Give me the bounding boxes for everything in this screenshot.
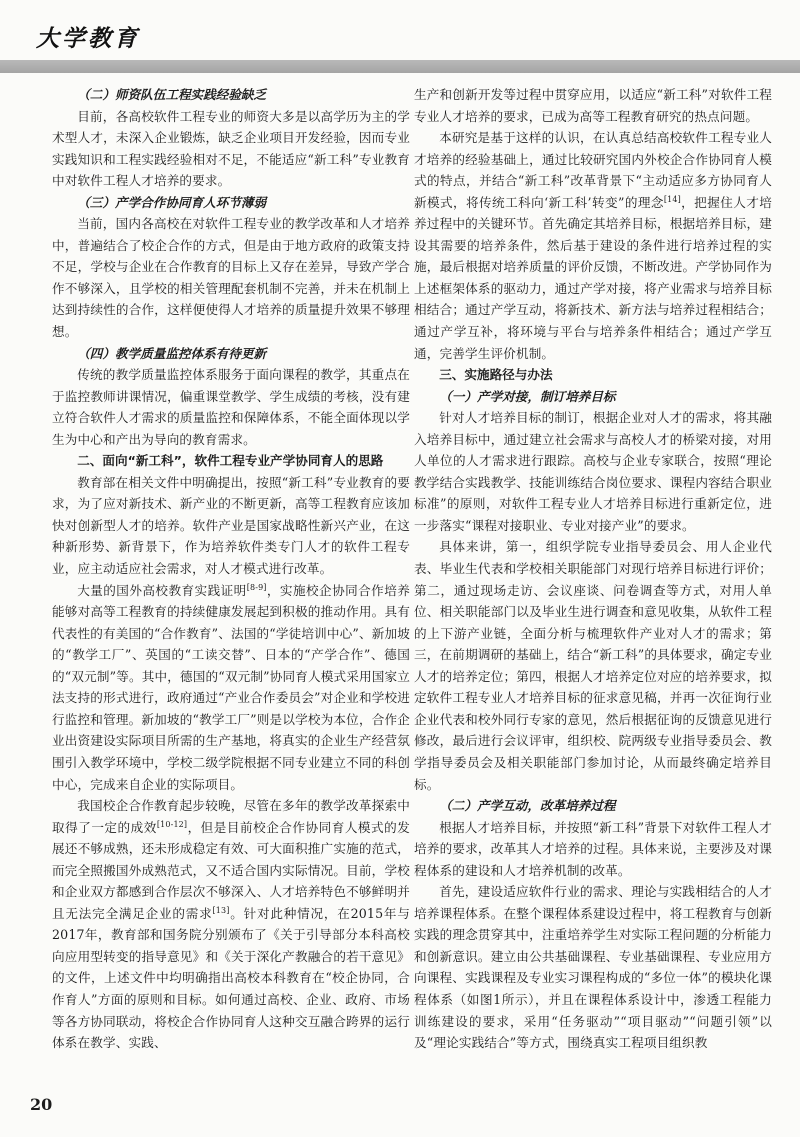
paragraph: 当前，国内各高校在对软件工程专业的教学改革和人才培养中，普遍结合了校企合作的方式，但是由于地方政府的政策支持不足，学校与企业在合作教育的目标上又存在差异，导致产学合作不够深入，且学校的相关管理配套机制不完善，并未在机制上达到持续性的合作，这样便使得人才培养的质量提升效果不够理想。 (52, 216, 410, 340)
paragraph: 针对人才培养目标的制订，根据企业对人才的需求，将其融入培养目标中，通过建立社会需求与高校人才的桥梁对接，对用人单位的人才需求进行跟踪。高校与企业专家联合，按照“理论教学结合实践教学、技能训练结合岗位要求、课程内容结合职业标准”的原则，对软件工程专业人才培养目标进行重新定位，进一步落实“课程对接职业、专业对接产业”的要求。 (414, 410, 772, 533)
paragraph: 具体来讲，第一，组织学院专业指导委员会、用人企业代表、毕业生代表和学校相关职能部门对现行培养目标进行评价；第二，通过现场走访、会议座谈、问卷调查等方式，对用人单位、相关职能部门以及毕业生进行调查和意见收集，从软件工程的上下游产业链，全面分析与梳理软件产业对人才的需求；第三，在前期调研的基础上，结合“新工科”的具体要求，确定专业人才的培养定位；第四，根据人才培养定位对应的培养要求，拟定软件工程专业人才培养目标的征求意见稿，并再一次征询行业企业代表和校外同行专家的意见，然后根据征询的反馈意见进行修改，最后进行会议评审，组织校、院两级专业指导委员会、教学指导委员会及相关职能部门参加讨论，从而最终确定培养目标。 (414, 539, 772, 792)
left-column (52, 84, 410, 1054)
citation-ref: [10-12] (156, 819, 188, 829)
paragraph-text: ，实施校企协同合作培养能够对高等工程教育的持续健康发展起到积极的推动作用。具有代表性的有美国的“合作教育”、法国的“学徒培训中心”、新加坡的“教学工厂”、英国的“工读交替”、日本的“产学合作”、德国的“双元制”等。其中，德国的“双元制”协同育人模式采用国家立法支持的形式进行，政府通过“产业合作委员会”对企业和学校进行监控和管理。新加坡的“教学工厂”则是以学校为本位，合作企业出资建设实际项目所需的生产基地，将真实的企业生产经营氛围引入教学环境中，学校二级学院根据不同专业建立不同的科创中心，完成来自企业的实际项目。 (52, 582, 411, 792)
paragraph-text: ，把握住人才培养过程中的关键环节。首先确定其培养目标，根据培养目标，建设其需要的培养条件，然后基于建设的条件进行培养过程的实施，最后根据对培养质量的评价反馈，不断改进。产学协同作为上述框架体系的驱动力，通过产学对接，将产业需求与培养目标相结合；通过产学互动，将新技术、新方法与培养过程相结合；通过产学互补，将环境与平台与培养条件相结合；通过产学互通，完善学生评价机制。 (414, 194, 772, 361)
paragraph: 根据人才培养目标，并按照“新工科”背景下对软件工程人才培养的要求，改革其人才培养的过程。具体来说，主要涉及对课程体系的建设和人才培养机制的改革。 (414, 819, 772, 878)
paragraph: 教育部在相关文件中明确提出，按照“新工科”专业教育的要求，为了应对新技术、新产业的不断更新，高等工程教育应该加快对创新型人才的培养。软件产业是国家战略性新兴产业，在这种新形势、新背景下，作为培养软件类专门人才的软件工程专业，应主动适应社会需求，对人才模式进行改革。 (52, 474, 410, 577)
paragraph-text: 。针对此种情况，在2015年与2017年，教育部和国务院分别颁布了《关于引导部分本科高校向应用型转变的指导意见》和《关于深化产教融合的若干意见》的文件，上述文件中均明确指出高校本科教育在“校企协同，合作育人”方面的原则和目标。如何通过高校、企业、政府、市场等各方协同联动，将校企合作协同育人这种交互融合跨界的运行体系在教学、实践、 (52, 905, 410, 1051)
paragraph-text: 本研究是基于这样的认识，在认真总结高校软件工程专业人才培养的经验基础上，通过比较研究国内外校企合作协同育人模式的特点，并结合“新工科”改革背景下“主动适应多方协同育人新模式，将传统工科向‘新工科’转变”的理念 (414, 130, 772, 210)
right-column (414, 84, 772, 1054)
paragraph (414, 127, 772, 364)
paragraph (52, 795, 410, 1054)
journal-logo: 大学教育 (36, 25, 140, 52)
section-heading: （一）产学对接，制订培养目标 (439, 388, 616, 404)
paragraph (52, 580, 410, 795)
part-heading: 三、实施路径与办法 (439, 367, 553, 383)
paragraph: 首先，建设适应软件行业的需求、理论与实践相结合的人才培养课程体系。在整个课程体系建设过程中，将工程教育与创新实践的理念贯穿其中，注重培养学生对实际工程问题的分析能力和创新意识。建立由公共基础课程、专业基础课程、专业应用方向课程、实践课程及专业实习课程构成的“多位一体”的模块化课程体系（如图1所示），并且在课程体系设计中，渗透工程能力训练建设的要求，采用“任务驱动”“项目驱动”“问题引领”以及“理论实践结合”等方式，围绕真实工程项目组织教 (414, 884, 772, 1051)
paragraph-text: 大量的国外高校教育实践证明 (77, 582, 247, 598)
section-heading: （四）教学质量监控体系有待更新 (77, 345, 267, 361)
section-heading: （二）产学互动，改革培养过程 (439, 798, 616, 814)
part-heading: 二、面向“新工科”，软件工程专业产学协同育人的思路 (77, 453, 384, 469)
paragraph-continued: 生产和创新开发等过程中贯穿应用，以适应“新工科”对软件工程专业人才培养的要求，已成为高等工程教育研究的热点问题。 (414, 87, 772, 124)
citation-ref: [14] (663, 194, 681, 204)
section-heading: （二）师资队伍工程实践经验缺乏 (77, 87, 267, 102)
citation-ref: [13] (212, 905, 230, 915)
citation-ref: [8-9] (246, 582, 267, 592)
paragraph: 传统的教学质量监控体系服务于面向课程的教学，其重点在于监控教师讲课情况，偏重课堂教学、学生成绩的考核，没有建立符合软件人才需求的质量监控和保障体系，不能全面体现以学生为中心和产出为导向的教育需求。 (52, 367, 410, 447)
paragraph: 目前，各高校软件工程专业的师资大多是以高学历为主的学术型人才，未深入企业锻炼，缺乏企业项目开发经验，因而专业实践知识和工程实践经验相对不足，不能适应“新工科”专业教育中对软件工程人才培养的要求。 (52, 108, 410, 189)
journal-masthead (0, 0, 800, 78)
section-heading: （三）产学合作协同育人环节薄弱 (77, 194, 267, 210)
header-band (0, 60, 800, 73)
paragraph-text: ，但是目前校企合作协同育人模式的发展还不够成熟，还未形成稳定有效、可大面积推广实施的范式，而完全照搬国外成熟范式，又不适合国内实际情况。目前，学校和企业双方都感到合作层次不够深入、人才培养特色不够鲜明并且无法完全满足企业的需求 (52, 819, 410, 921)
page-number: 20 (30, 1095, 53, 1114)
paragraph-text: 我国校企合作教育起步较晚，尽管在多年的教学改革探索中取得了一定的成效 (52, 798, 410, 835)
